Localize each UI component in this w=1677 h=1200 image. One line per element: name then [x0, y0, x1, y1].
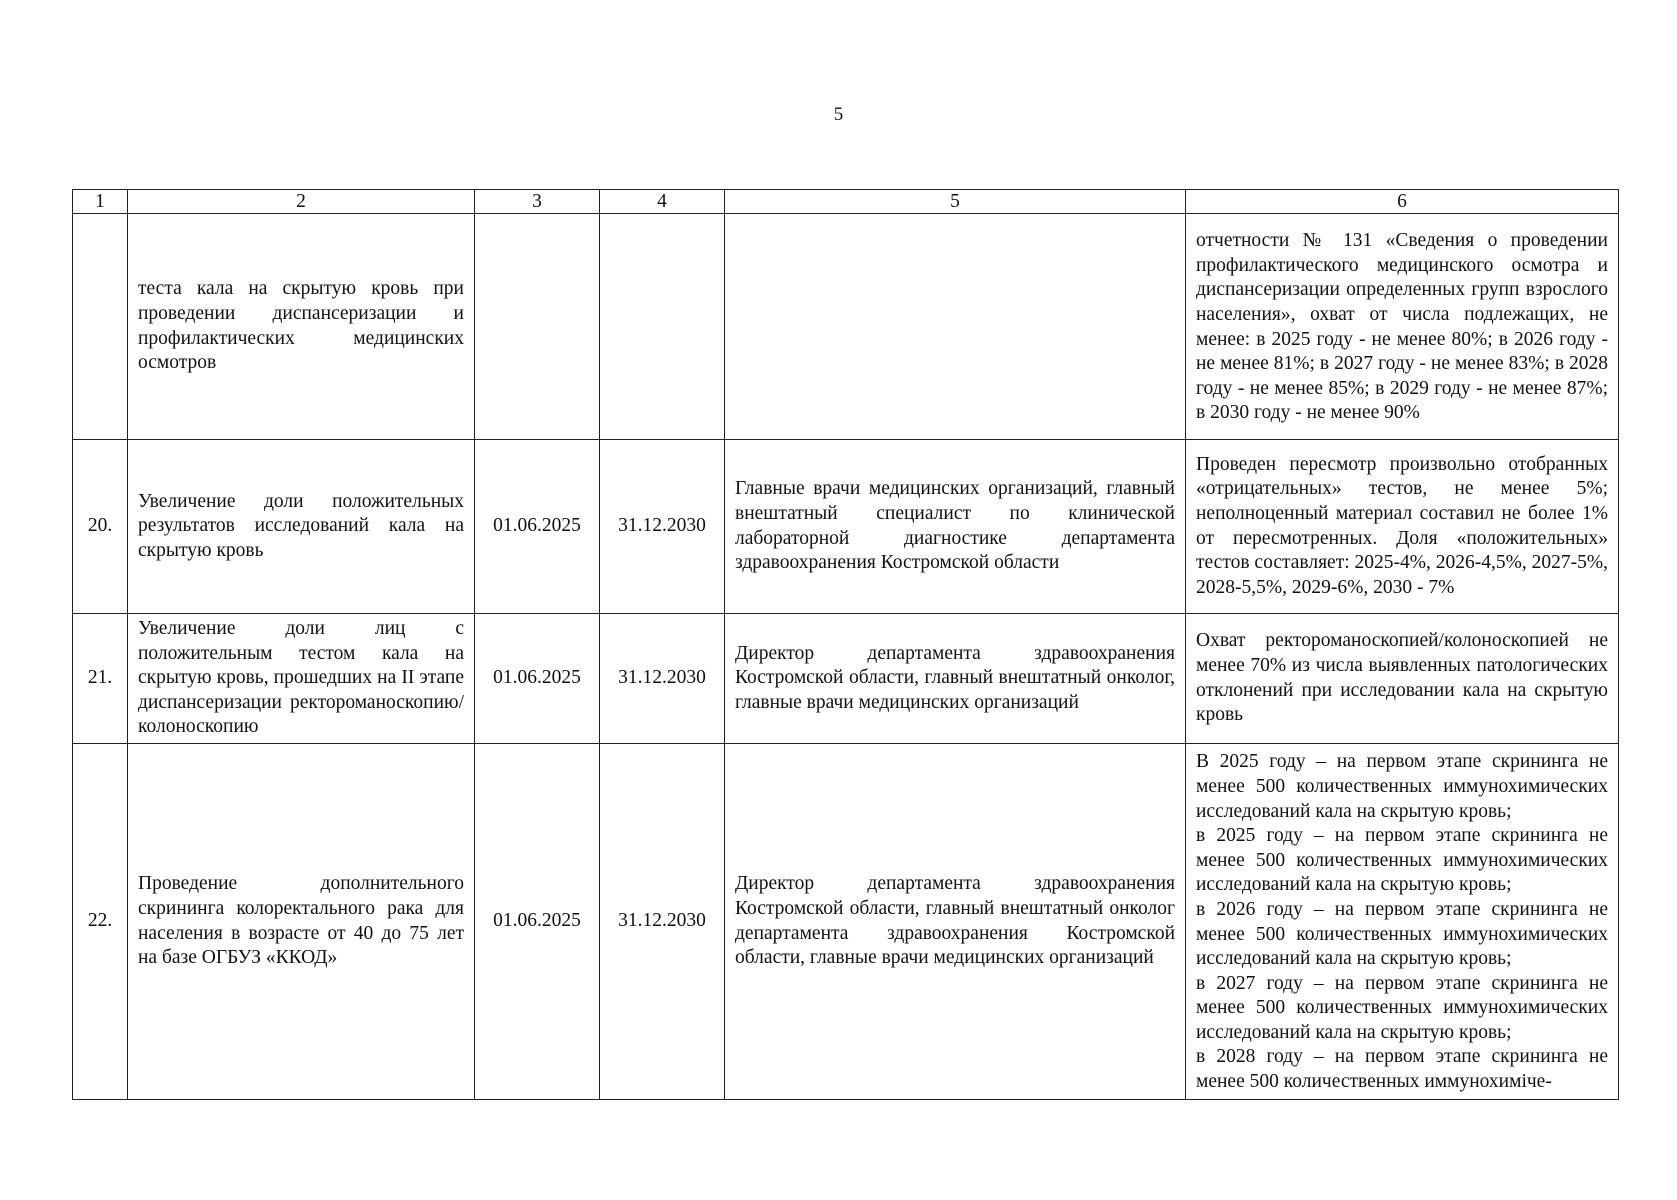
cell-start	[475, 214, 600, 440]
cell-result: Охват ректороманоскопией/колоноскопией не менее 70% из числа выявленных патологических отклонений при исследовании кала на скрытую кровь	[1186, 614, 1619, 744]
cell-start: 01.06.2025	[475, 614, 600, 744]
header-cell: 5	[725, 190, 1186, 214]
table-row-continued	[73, 214, 1619, 440]
cell-result: отчетности № 131 «Сведения о проведении профилактического медицинского осмотра и диспансеризации определенных групп взрослого населения», охват от числа подлежащих, не менее: в 2025 году - не менее 80%; в 2026 году - не менее 81%; в 2027 году - не менее 83%; в 2028 году - не менее 85%; в 2029 году - не менее 87%; в 2030 году - не менее 90%	[1186, 214, 1619, 440]
cell-end: 31.12.2030	[600, 440, 725, 614]
cell-responsible: Директор департамента здравоохранения Костромской области, главный внештатный онколог департамента здравоохранения Костромской области, главные врачи медицинских организаций	[725, 744, 1186, 1100]
cell-end: 31.12.2030	[600, 744, 725, 1100]
cell-num: 21.	[73, 614, 128, 744]
cell-end	[600, 214, 725, 440]
cell-end: 31.12.2030	[600, 614, 725, 744]
cell-measure: Увеличение доли лиц с положительным тестом кала на скрытую кровь, прошедших на II этапе диспансеризации ректороманоскопию/ колоноскопию	[128, 614, 475, 744]
cell-responsible: Директор департамента здравоохранения Костромской области, главный внештатный онколог, главные врачи медицинских организаций	[725, 614, 1186, 744]
table-header-row	[73, 190, 1619, 214]
page-number: 5	[833, 104, 844, 125]
cell-measure: теста кала на скрытую кровь при проведении диспансеризации и профилактических медицинских осмотров	[128, 214, 475, 440]
header-cell: 3	[475, 190, 600, 214]
header-cell: 1	[73, 190, 128, 214]
cell-start: 01.06.2025	[475, 744, 600, 1100]
cell-responsible: Главные врачи медицинских организаций, главный внештатный специалист по клинической лабораторной диагностике департамента здравоохранения Костромской области	[725, 440, 1186, 614]
cell-measure: Проведение дополнительного скрининга колоректального рака для населения в возрасте от 40 до 75 лет на базе ОГБУЗ «ККОД»	[128, 744, 475, 1100]
cell-num	[73, 214, 128, 440]
cell-responsible	[725, 214, 1186, 440]
header-cell: 4	[600, 190, 725, 214]
cell-start: 01.06.2025	[475, 440, 600, 614]
cell-num: 22.	[73, 744, 128, 1100]
measures-table	[72, 189, 1619, 1100]
cell-result: В 2025 году – на первом этапе скрининга не менее 500 количественных иммунохимических исследований кала на скрытую кровь; в 2025 году – на первом этапе скрининга не менее 500 количественных иммунохимических исследований кала на скрытую кровь; в 2026 году – на первом этапе скрининга не менее 500 количественных иммунохимических исследований кала на скрытую кровь; в 2027 году – на первом этапе скрининга не менее 500 количественных иммунохимических исследований кала на скрытую кровь; в 2028 году – на первом этапе скрининга не менее 500 количественных иммунохиміче-	[1186, 744, 1619, 1100]
header-cell: 6	[1186, 190, 1619, 214]
table-row	[73, 614, 1619, 744]
cell-result: Проведен пересмотр произвольно отобранных «отрицательных» тестов, не менее 5%; неполноценный материал составил не более 1% от пересмотренных. Доля «положительных» тестов составляет: 2025-4%, 2026-4,5%, 2027-5%, 2028-5,5%, 2029-6%, 2030 - 7%	[1186, 440, 1619, 614]
header-cell: 2	[128, 190, 475, 214]
table-row	[73, 440, 1619, 614]
table-row	[73, 744, 1619, 1100]
cell-measure: Увеличение доли положительных результатов исследований кала на скрытую кровь	[128, 440, 475, 614]
cell-num: 20.	[73, 440, 128, 614]
